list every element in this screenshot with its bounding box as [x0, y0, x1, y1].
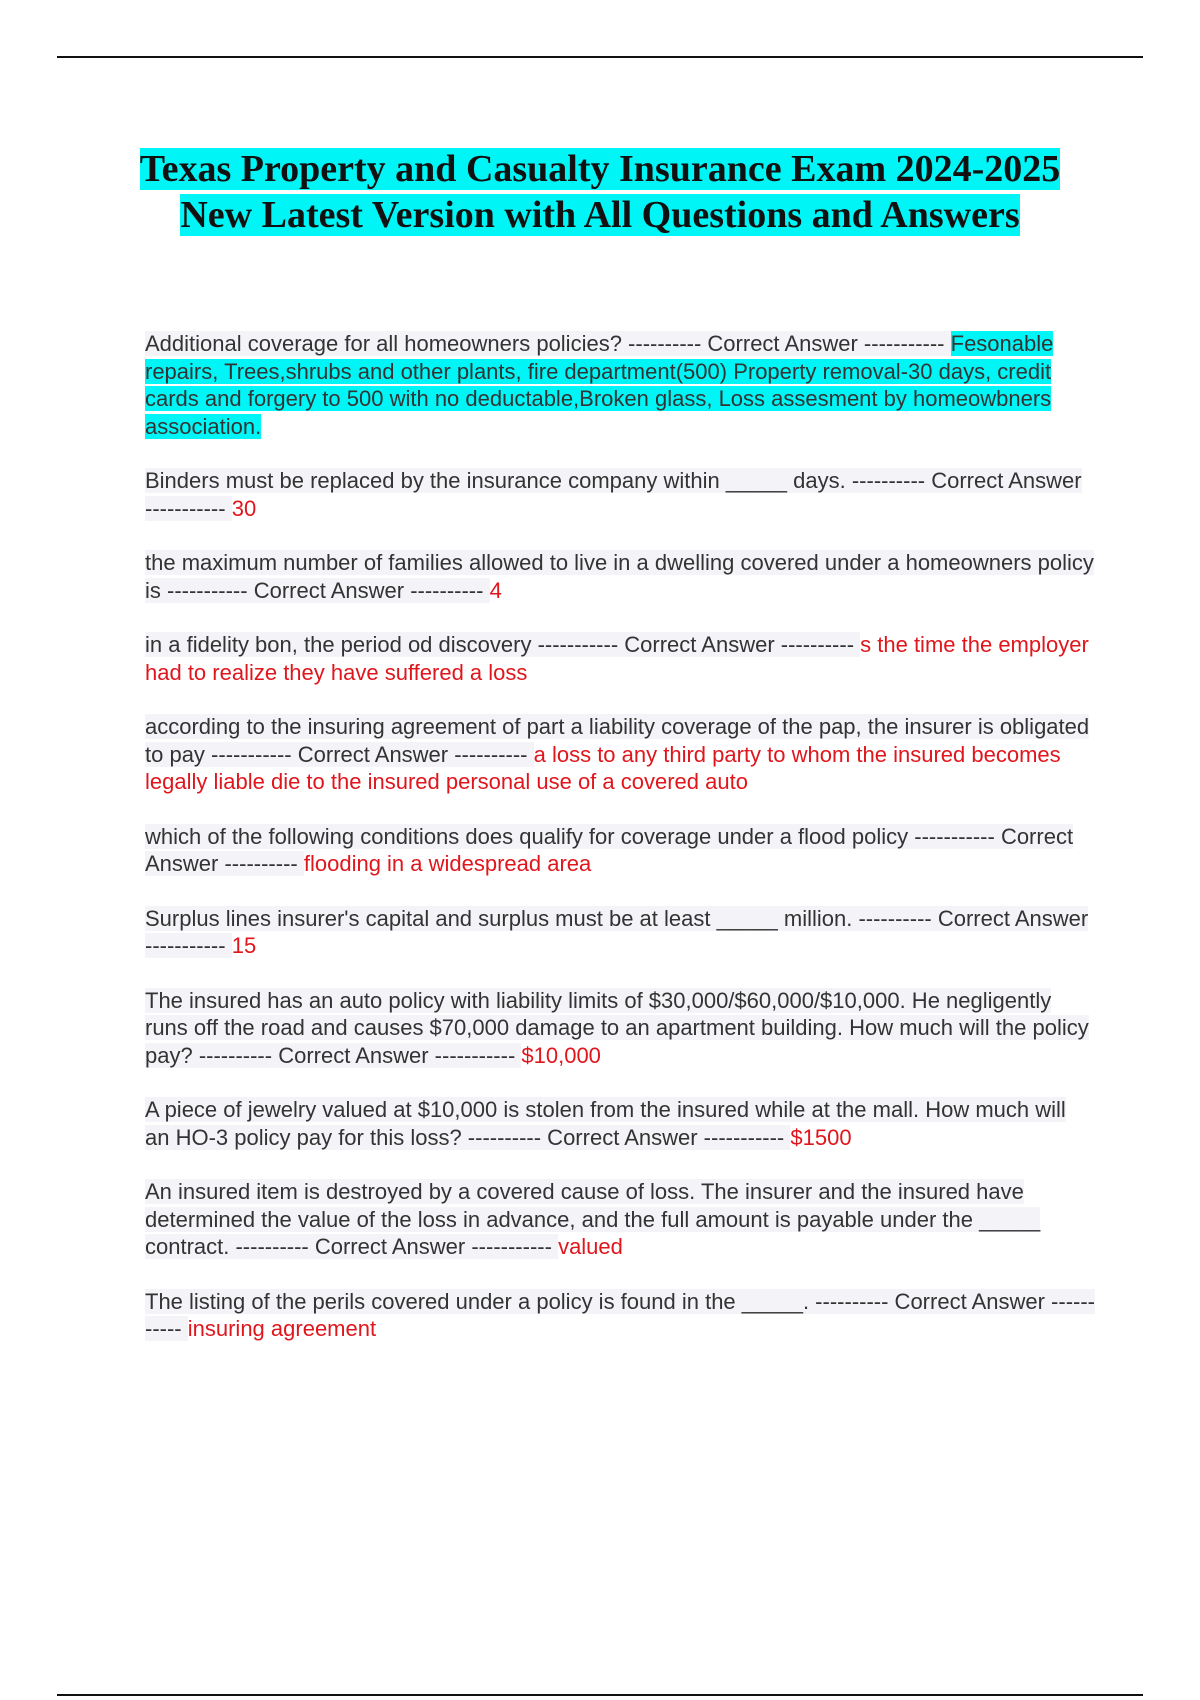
- question-text: An insured item is destroyed by a covered cause of loss. The insurer and the insured have determined the value of the loss in advance, and the full amount is payable under the _____ contract. ---------- Correct Answer -----------: [145, 1179, 1041, 1259]
- qa-item: [145, 823, 1095, 878]
- question-text: in a fidelity bon, the period od discovery ----------- Correct Answer ----------: [145, 632, 861, 657]
- answer-text: flooding in a widespread area: [303, 851, 592, 876]
- qa-item: [145, 987, 1095, 1070]
- qa-item: [145, 905, 1095, 960]
- answer-text: 15: [231, 933, 257, 958]
- bottom-rule: [57, 1694, 1143, 1696]
- qa-item: [145, 330, 1095, 440]
- answer-text: s the time the employer had to realize they have suffered a loss: [145, 632, 1089, 685]
- question-text: Binders must be replaced by the insurance company within _____ days. ---------- Correct Answer -----------: [145, 468, 1082, 521]
- qa-item: [145, 631, 1095, 686]
- question-text: which of the following conditions does qualify for coverage under a flood policy ----------- Correct Answer ----------: [145, 823, 1074, 876]
- answer-text: valued: [558, 1234, 623, 1259]
- answer-text: $10,000: [521, 1042, 601, 1068]
- qa-item: [145, 1178, 1095, 1261]
- document-title-text: Texas Property and Casualty Insurance Exam 2024-2025 New Latest Version with All Questions and Answers: [139, 148, 1061, 236]
- document-title: [130, 146, 1070, 238]
- answer-text: 4: [489, 577, 502, 603]
- question-text: Surplus lines insurer's capital and surplus must be at least _____ million. ---------- Correct Answer -----------: [145, 905, 1089, 958]
- answer-text: 30: [231, 495, 257, 521]
- qa-item: [145, 1288, 1095, 1343]
- question-text: the maximum number of families allowed to live in a dwelling covered under a homeowners policy is ----------- Correct Answer ----------: [145, 550, 1094, 603]
- question-text: according to the insuring agreement of part a liability coverage of the pap, the insurer is obligated to pay ----------- Correct Answer ----------: [145, 714, 1090, 767]
- qa-list: [145, 330, 1095, 1370]
- qa-item: [145, 467, 1095, 522]
- question-text: The listing of the perils covered under a policy is found in the _____. ---------- Correct Answer -----------: [145, 1288, 1096, 1341]
- top-rule: [57, 56, 1143, 58]
- qa-item: [145, 549, 1095, 604]
- question-text: Additional coverage for all homeowners policies? ---------- Correct Answer -----------: [145, 331, 951, 356]
- question-text: The insured has an auto policy with liability limits of $30,000/$60,000/$10,000. He negligently runs off the road and causes $70,000 damage to an apartment building. How much will the policy pay? ---------- Correct Answer -----------: [145, 987, 1089, 1068]
- answer-text: insuring agreement: [187, 1316, 377, 1341]
- answer-text: a loss to any third party to whom the insured becomes legally liable die to the insured personal use of a covered auto: [145, 741, 1061, 794]
- qa-item: [145, 713, 1095, 796]
- answer-text: Fesonable repairs, Trees,shrubs and other plants, fire department(500) Property removal-30 days, credit cards and forgery to 500 with no deductable,Broken glass, Loss assesment by homeowbners association.: [145, 331, 1054, 439]
- qa-item: [145, 1096, 1095, 1151]
- answer-text: $1500: [790, 1124, 852, 1150]
- question-text: A piece of jewelry valued at $10,000 is stolen from the insured while at the mall. How much will an HO-3 policy pay for this loss? ---------- Correct Answer -----------: [145, 1097, 1066, 1150]
